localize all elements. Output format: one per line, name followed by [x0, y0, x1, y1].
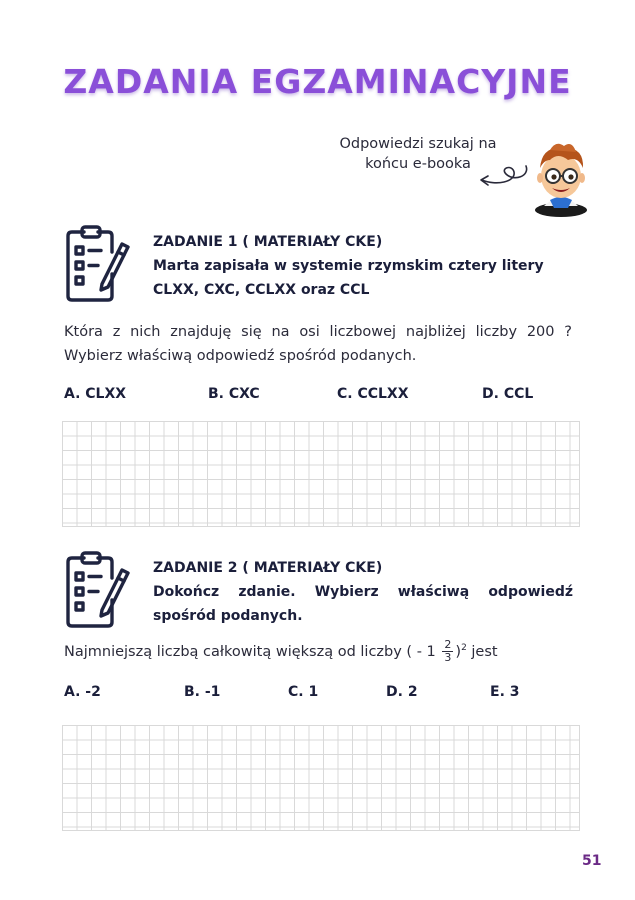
task2-description-line-2: spośród podanych. — [153, 608, 303, 624]
task2-description-line-1: Dokończ zdanie. Wybierz właściwą odpowiedź — [153, 584, 573, 600]
task2-option-d[interactable]: D. 2 — [386, 684, 418, 700]
task2-header — [153, 556, 573, 628]
task2-question-prefix: Najmniejszą liczbą całkowitą większą od liczby ( - 1 — [64, 643, 436, 660]
task1-question-line-2: Wybierz właściwą odpowiedź spośród podanych. — [64, 348, 417, 364]
task2-option-e[interactable]: E. 3 — [490, 684, 520, 700]
task2-question — [64, 636, 584, 664]
task2-answer-grid[interactable] — [62, 725, 580, 831]
task1-option-b[interactable]: B. CXC — [208, 386, 260, 402]
task2-fraction-numerator: 2 — [444, 638, 452, 652]
hint-line-1: Odpowiedzi szukaj na — [339, 136, 497, 152]
task1-option-a[interactable]: A. CLXX — [64, 386, 127, 402]
task2-heading: ZADANIE 2 ( MATERIAŁY CKE) — [153, 560, 383, 576]
task1-heading: ZADANIE 1 ( MATERIAŁY CKE) — [153, 234, 383, 250]
boy-avatar-illustration — [528, 138, 594, 218]
clipboard-checklist-icon — [62, 548, 132, 632]
hint-line-2: końcu e-booka — [365, 156, 471, 172]
task2-answer-options — [64, 684, 572, 704]
task1-description-line-1: Marta zapisała w systemie rzymskim cztery litery — [153, 258, 544, 274]
task2-option-c[interactable]: C. 1 — [288, 684, 319, 700]
task1-answer-grid[interactable] — [62, 421, 580, 527]
page-number: 51 — [582, 853, 602, 869]
page-title: ZADANIA EGZAMINACYJNE — [63, 62, 572, 101]
task2-option-b[interactable]: B. -1 — [184, 684, 221, 700]
task1-option-d[interactable]: D. CCL — [482, 386, 534, 402]
task2-option-a[interactable]: A. -2 — [64, 684, 101, 700]
task2-question-suffix: jest — [471, 643, 498, 660]
curved-arrow-icon — [470, 158, 532, 190]
task1-header — [153, 230, 573, 302]
task2-fraction-denominator: 3 — [444, 651, 452, 665]
task2-question-close-paren: ) — [455, 643, 462, 660]
task1-description-line-2: CLXX, CXC, CCLXX oraz CCL — [153, 282, 370, 298]
clipboard-checklist-icon — [62, 222, 132, 306]
task1-option-c[interactable]: C. CCLXX — [337, 386, 409, 402]
task2-fraction — [442, 639, 453, 664]
task1-question — [64, 320, 572, 368]
task1-answer-options — [64, 386, 572, 406]
task2-exponent: 2 — [461, 643, 467, 653]
task1-question-line-1: Która z nich znajduję się na osi liczbowej najbliżej liczby 200 ? — [64, 324, 572, 340]
